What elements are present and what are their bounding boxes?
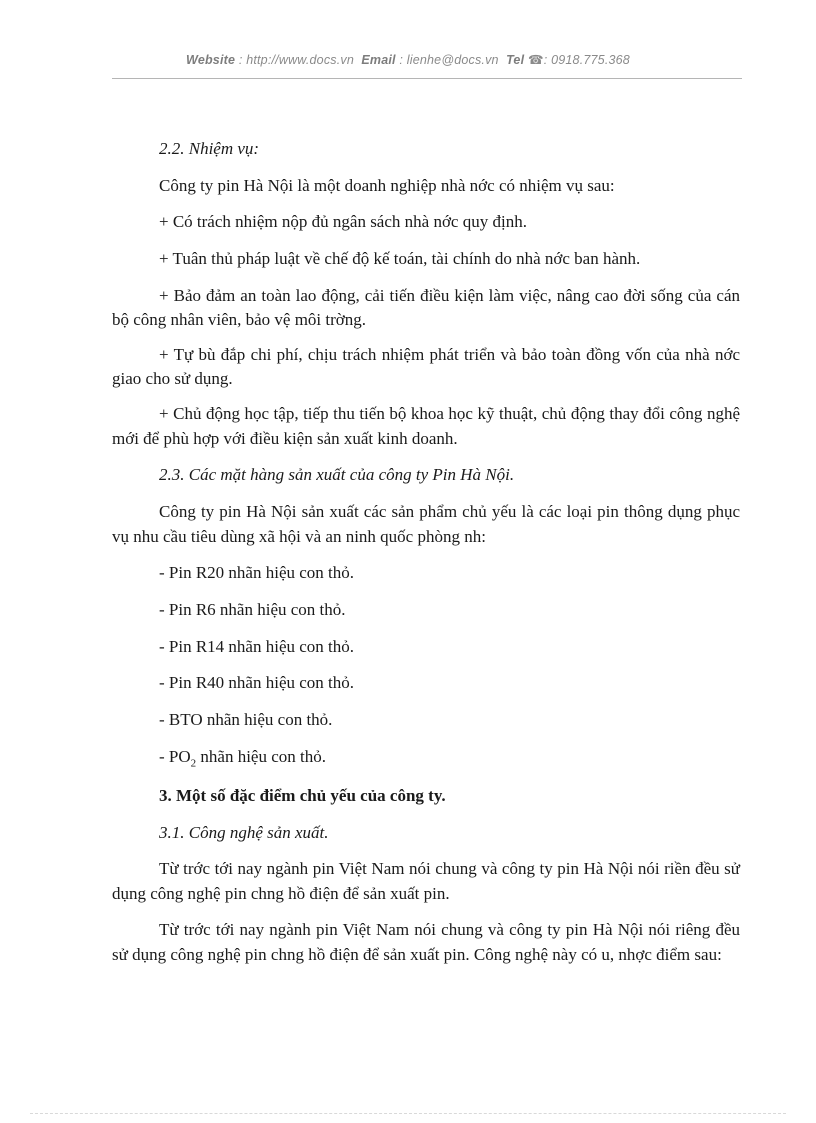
- page-header: [0, 52, 816, 67]
- po2-suffix: nhãn hiệu con thỏ.: [196, 746, 326, 766]
- po2-subscript: 2: [190, 756, 197, 769]
- email-value: : lienhe@docs.vn: [399, 53, 499, 67]
- duty-item-4: + Tự bù đắp chi phí, chịu trách nhiệm phát triển và bảo toàn đồng vốn của nhà nớc giao cho sử dụng.: [112, 344, 740, 389]
- footer-divider: [30, 1113, 786, 1114]
- po2-prefix: - PO: [159, 746, 191, 766]
- phone-icon: ☎: [527, 53, 544, 67]
- tel-value: : 0918.775.368: [543, 53, 630, 67]
- header-divider: [112, 78, 742, 79]
- product-item-1: - Pin R20 nhãn hiệu con thỏ.: [159, 563, 355, 583]
- product-item-3: - Pin R14 nhãn hiệu con thỏ.: [159, 636, 355, 656]
- email-label: Email: [361, 53, 396, 67]
- website-value: : http://www.docs.vn: [238, 53, 355, 67]
- section-3-1-paragraph-1: Từ trớc tới nay ngành pin Việt Nam nói chung và công ty pin Hà Nội nói riền đều sử dụng công nghệ pin chng hồ điện để sản xuất pin.: [112, 859, 740, 903]
- product-item-4: - Pin R40 nhãn hiệu con thỏ.: [159, 673, 355, 693]
- document-body: [112, 137, 740, 968]
- section-2-3-intro: Công ty pin Hà Nội sản xuất các sản phẩm chủ yếu là các loại pin thông dụng phục vụ nhu cầu tiêu dùng xã hội và an ninh quốc phòng nh:: [112, 502, 740, 546]
- section-2-2-intro: Công ty pin Hà Nội là một doanh nghiệp nhà nớc có nhiệm vụ sau:: [159, 175, 615, 195]
- product-item-2: - Pin R6 nhãn hiệu con thỏ.: [159, 599, 346, 619]
- product-item-5: - BTO nhãn hiệu con thỏ.: [159, 709, 333, 729]
- duty-item-3: + Bảo đảm an toàn lao động, cải tiến điều kiện làm việc, nâng cao đời sống của cán bộ công nhân viên, bảo vệ môi trờng.: [112, 285, 740, 330]
- tel-label: Tel: [506, 53, 525, 67]
- duty-item-1: + Có trách nhiệm nộp đủ ngân sách nhà nớc quy định.: [159, 212, 527, 232]
- section-3-1-paragraph-2: Từ trớc tới nay ngành pin Việt Nam nói chung và công ty pin Hà Nội nói riêng đều sử dụng công nghệ pin chng hồ điện để sản xuất pin. Công nghệ này có u, nhợc điểm sau:: [112, 920, 740, 965]
- duty-item-2: + Tuân thủ pháp luật về chế độ kế toán, tài chính do nhà nớc ban hành.: [159, 248, 641, 268]
- section-3-1-title: 3.1. Công nghệ sản xuất.: [159, 822, 329, 842]
- website-label: Website: [186, 53, 236, 67]
- section-2-2-title: 2.2. Nhiệm vụ:: [159, 139, 260, 158]
- duty-item-5: + Chủ động học tập, tiếp thu tiến bộ khoa học kỹ thuật, chủ động thay đổi công nghệ mới để phù hợp với điều kiện sản xuất kinh doanh.: [112, 404, 740, 448]
- product-item-6: [112, 745, 740, 772]
- section-2-3-title: 2.3. Các mặt hàng sản xuất của công ty Pin Hà Nội.: [159, 465, 515, 485]
- section-3-title: 3. Một số đặc điểm chủ yếu của công ty.: [159, 785, 446, 805]
